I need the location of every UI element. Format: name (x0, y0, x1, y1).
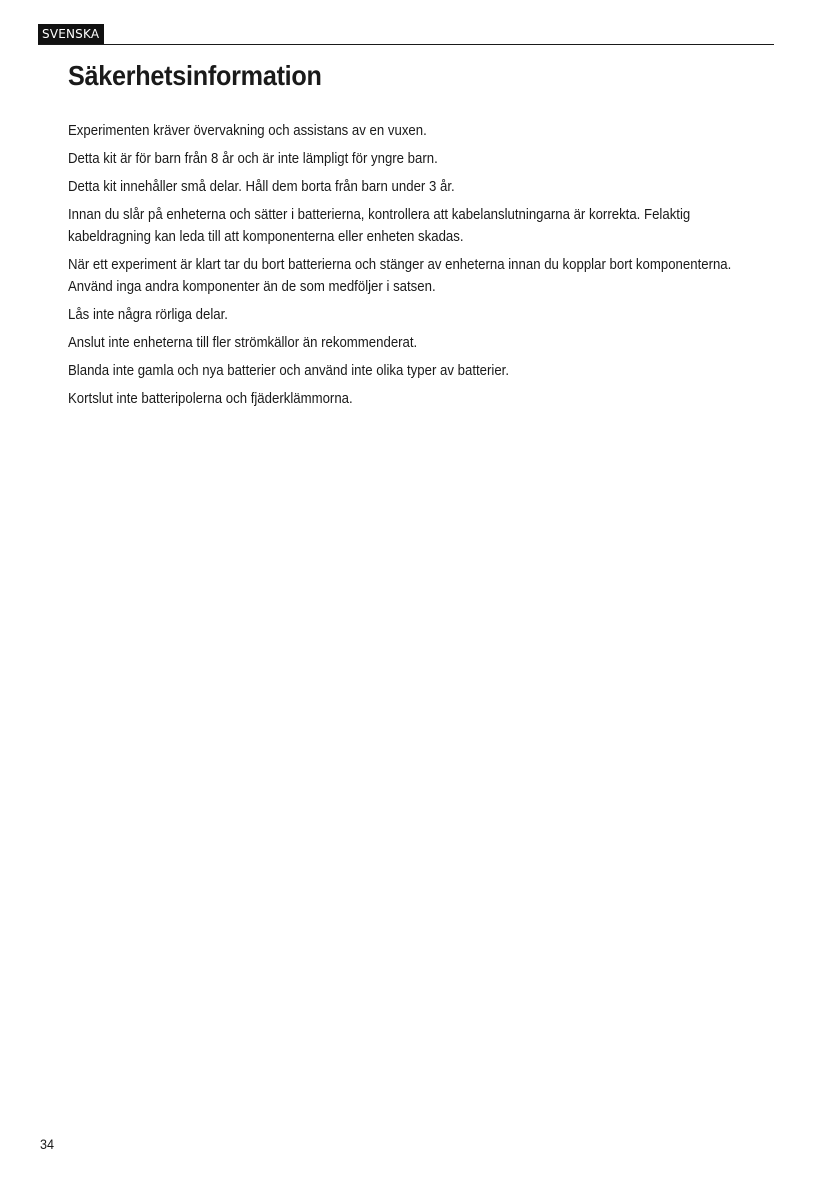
safety-paragraph: När ett experiment är klart tar du bort batterierna och stänger av enheterna innan du kopplar bort komponenterna. Använd inga andra komponenter än de som medföljer i satsen. (68, 256, 732, 295)
safety-paragraph: Detta kit innehåller små delar. Håll dem borta från barn under 3 år. (68, 178, 455, 195)
safety-paragraph: Experimenten kräver övervakning och assistans av en vuxen. (68, 122, 427, 139)
safety-paragraph: Lås inte några rörliga delar. (68, 306, 228, 323)
safety-paragraph: Innan du slår på enheterna och sätter i batterierna, kontrollera att kabelanslutningarna är korrekta. Felaktig kabeldragning kan leda till att komponenterna eller enheten skadas. (68, 206, 691, 245)
safety-text-body (68, 120, 754, 416)
page-title: Säkerhetsinformation (68, 60, 322, 91)
safety-paragraph: Detta kit är för barn från 8 år och är inte lämpligt för yngre barn. (68, 150, 438, 167)
safety-paragraph: Anslut inte enheterna till fler strömkällor än rekommenderat. (68, 334, 418, 351)
language-label: SVENSKA (38, 24, 104, 44)
safety-paragraph: Kortslut inte batteripolerna och fjäderklämmorna. (68, 390, 353, 407)
language-header-bar (38, 24, 774, 45)
safety-paragraph: Blanda inte gamla och nya batterier och använd inte olika typer av batterier. (68, 362, 510, 379)
page-number: 34 (40, 1136, 55, 1152)
